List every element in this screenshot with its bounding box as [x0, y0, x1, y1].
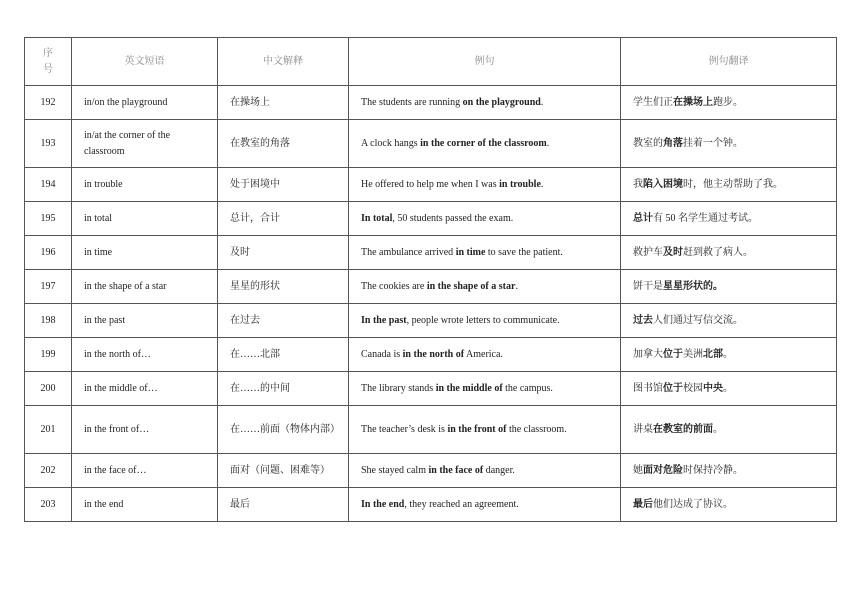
table-row — [25, 86, 837, 120]
table-row — [25, 168, 837, 202]
row-translation — [621, 338, 837, 372]
row-translation — [621, 202, 837, 236]
row-example — [349, 372, 621, 406]
highlight-text: 中央 — [703, 382, 723, 394]
plain-text: danger. — [483, 464, 515, 476]
highlight-text: 面对危险 — [643, 464, 683, 476]
row-meaning: 及时 — [218, 236, 349, 270]
highlight-text: 总计 — [633, 212, 653, 224]
row-phrase: in the past — [72, 304, 218, 338]
table-row — [25, 202, 837, 236]
table-row — [25, 270, 837, 304]
highlight-text: in the front of — [447, 423, 507, 435]
plain-text: 。 — [723, 348, 733, 360]
row-meaning: 总计，合计 — [218, 202, 349, 236]
row-phrase: in the shape of a star — [72, 270, 218, 304]
highlight-text: In total — [361, 212, 393, 224]
highlight-text: 在操场上 — [673, 96, 713, 108]
row-meaning: 在过去 — [218, 304, 349, 338]
row-translation — [621, 270, 837, 304]
row-translation — [621, 304, 837, 338]
plain-text: 时保持冷静。 — [683, 464, 743, 476]
highlight-text: in the north of — [402, 348, 465, 360]
row-translation — [621, 86, 837, 120]
plain-text: 有 50 名学生通过考试。 — [653, 212, 758, 224]
highlight-text: 过去 — [633, 314, 653, 326]
row-phrase: in time — [72, 236, 218, 270]
table-row — [25, 454, 837, 488]
row-index: 196 — [25, 236, 72, 270]
plain-text: 救护车 — [633, 246, 663, 258]
row-meaning: 最后 — [218, 488, 349, 522]
plain-text: 图书馆 — [633, 382, 663, 394]
row-index: 198 — [25, 304, 72, 338]
row-example — [349, 406, 621, 454]
highlight-text: 北部 — [703, 348, 723, 360]
header-meaning: 中文解释 — [218, 38, 349, 86]
row-meaning: 在操场上 — [218, 86, 349, 120]
highlight-text: 最后 — [633, 498, 653, 510]
row-meaning: 在教室的角落 — [218, 120, 349, 168]
row-index: 200 — [25, 372, 72, 406]
plain-text: . — [540, 96, 544, 108]
row-meaning: 在……北部 — [218, 338, 349, 372]
plain-text: . — [540, 178, 544, 190]
row-example — [349, 454, 621, 488]
plain-text: The ambulance arrived — [361, 246, 456, 258]
table-row — [25, 120, 837, 168]
row-meaning: 面对（问题、困难等） — [218, 454, 349, 488]
row-example — [349, 202, 621, 236]
row-phrase: in/at the corner of the classroom — [72, 120, 218, 168]
plain-text: 时，他主动帮助了我。 — [683, 178, 783, 190]
highlight-text: on the playground — [462, 96, 541, 108]
table-row — [25, 372, 837, 406]
plain-text: 我 — [633, 178, 643, 190]
row-translation — [621, 236, 837, 270]
row-example — [349, 338, 621, 372]
highlight-text: 陷入困境 — [643, 178, 683, 190]
plain-text: 校园 — [683, 382, 703, 394]
row-example — [349, 168, 621, 202]
row-example — [349, 270, 621, 304]
highlight-text: in trouble — [499, 178, 541, 190]
row-phrase: in the face of… — [72, 454, 218, 488]
row-index: 199 — [25, 338, 72, 372]
plain-text: 赶到救了病人。 — [683, 246, 753, 258]
row-index: 197 — [25, 270, 72, 304]
header-translation: 例句翻译 — [621, 38, 837, 86]
plain-text: 。 — [713, 423, 723, 435]
header-phrase: 英文短语 — [72, 38, 218, 86]
plain-text: 学生们正 — [633, 96, 673, 108]
plain-text: A clock hangs — [361, 137, 421, 149]
plain-text: She stayed calm — [361, 464, 429, 476]
plain-text: The cookies are — [361, 280, 427, 292]
row-index: 202 — [25, 454, 72, 488]
row-translation — [621, 406, 837, 454]
plain-text: Canada is — [361, 348, 403, 360]
row-index: 201 — [25, 406, 72, 454]
highlight-text: 在教室的前面 — [653, 423, 713, 435]
highlight-text: 星星形状的。 — [663, 280, 723, 292]
row-translation — [621, 372, 837, 406]
plain-text: 他们达成了协议。 — [653, 498, 733, 510]
table-row — [25, 488, 837, 522]
plain-text: the campus. — [502, 382, 553, 394]
highlight-text: in the corner of the classroom — [420, 137, 547, 149]
plain-text: 教室的 — [633, 137, 663, 149]
header-index: 序号 — [25, 38, 72, 86]
highlight-text: 位于 — [663, 348, 683, 360]
row-index: 203 — [25, 488, 72, 522]
row-index: 195 — [25, 202, 72, 236]
row-phrase: in the end — [72, 488, 218, 522]
highlight-text: in the face of — [428, 464, 484, 476]
plain-text: the classroom. — [506, 423, 567, 435]
row-phrase: in the front of… — [72, 406, 218, 454]
row-example — [349, 86, 621, 120]
plain-text: , 50 students passed the exam. — [392, 212, 514, 224]
table-row — [25, 236, 837, 270]
highlight-text: 及时 — [663, 246, 683, 258]
row-translation — [621, 454, 837, 488]
highlight-text: 角落 — [663, 137, 683, 149]
row-example — [349, 120, 621, 168]
row-meaning: 处于困境中 — [218, 168, 349, 202]
row-phrase: in the middle of… — [72, 372, 218, 406]
row-meaning: 在……前面（物体内部） — [218, 406, 349, 454]
plain-text: 饼干是 — [633, 280, 663, 292]
row-example — [349, 488, 621, 522]
row-index: 194 — [25, 168, 72, 202]
row-translation — [621, 488, 837, 522]
row-phrase: in total — [72, 202, 218, 236]
plain-text: . — [546, 137, 550, 149]
highlight-text: 位于 — [663, 382, 683, 394]
phrase-table — [24, 37, 837, 522]
plain-text: 挂着一个钟。 — [683, 137, 743, 149]
plain-text: America. — [464, 348, 503, 360]
row-example — [349, 304, 621, 338]
row-index: 193 — [25, 120, 72, 168]
row-example — [349, 236, 621, 270]
plain-text: , they reached an agreement. — [404, 498, 519, 510]
plain-text: . — [515, 280, 518, 292]
plain-text: to save the patient. — [485, 246, 563, 258]
row-phrase: in/on the playground — [72, 86, 218, 120]
row-index: 192 — [25, 86, 72, 120]
plain-text: 讲桌 — [633, 423, 653, 435]
row-meaning: 在……的中间 — [218, 372, 349, 406]
highlight-text: in the middle of — [435, 382, 503, 394]
plain-text: , people wrote letters to communicate. — [406, 314, 560, 326]
row-meaning: 星星的形状 — [218, 270, 349, 304]
highlight-text: in the shape of a star — [426, 280, 516, 292]
row-phrase: in trouble — [72, 168, 218, 202]
plain-text: 加拿大 — [633, 348, 663, 360]
header-row — [25, 38, 837, 86]
highlight-text: In the end — [361, 498, 405, 510]
plain-text: 。 — [723, 382, 733, 394]
table-row — [25, 304, 837, 338]
table-row — [25, 338, 837, 372]
plain-text: 她 — [633, 464, 643, 476]
highlight-text: in time — [455, 246, 486, 258]
plain-text: The library stands — [361, 382, 436, 394]
table-row — [25, 406, 837, 454]
row-phrase: in the north of… — [72, 338, 218, 372]
row-translation — [621, 120, 837, 168]
header-example: 例句 — [349, 38, 621, 86]
highlight-text: In the past — [361, 314, 407, 326]
row-translation — [621, 168, 837, 202]
plain-text: 跑步。 — [713, 96, 743, 108]
plain-text: The students are running — [361, 96, 463, 108]
plain-text: 美洲 — [683, 348, 703, 360]
plain-text: 人们通过写信交流。 — [653, 314, 743, 326]
plain-text: The teacher’s desk is — [361, 423, 448, 435]
plain-text: He offered to help me when I was — [361, 178, 500, 190]
